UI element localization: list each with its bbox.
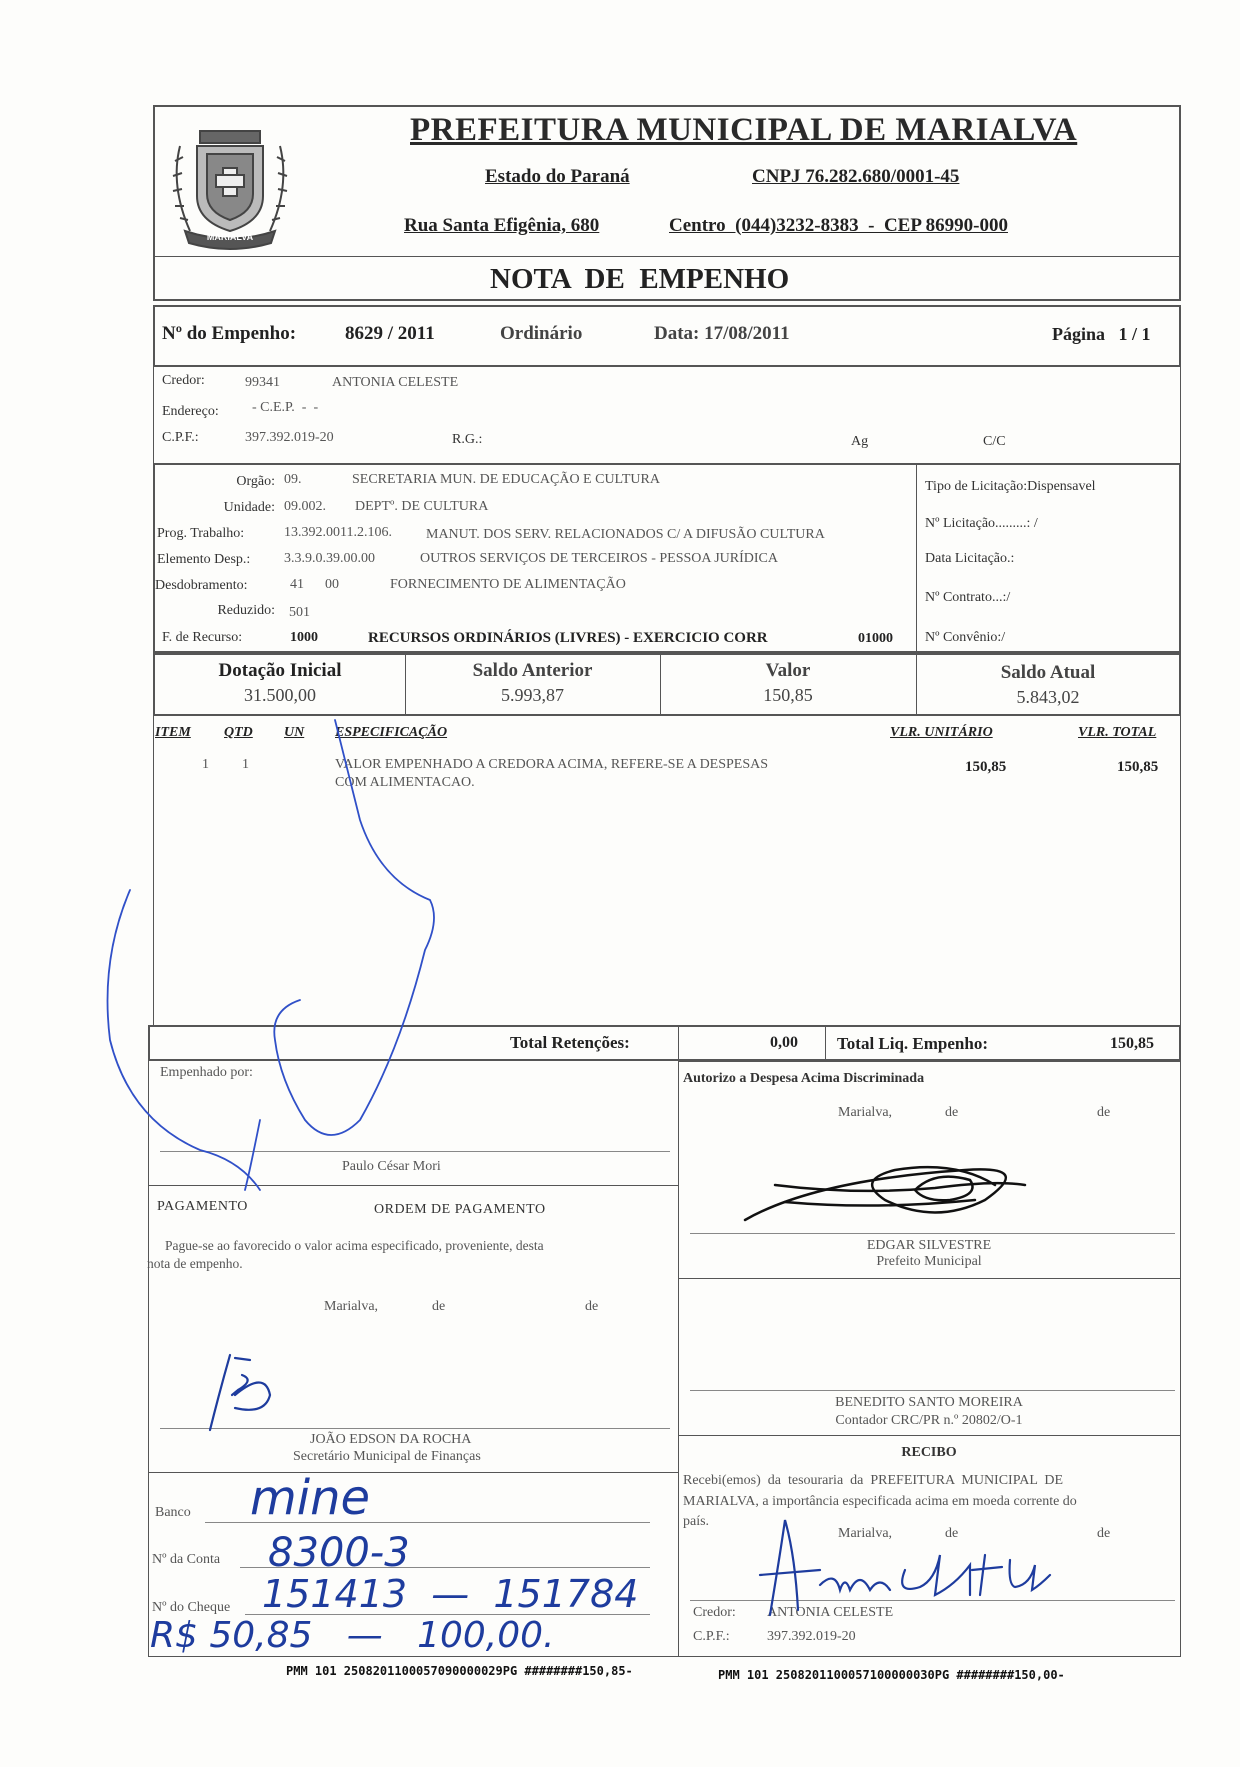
right-de-1a: de — [945, 1105, 959, 1120]
col-un: UN — [284, 725, 305, 740]
empenho-date: Data: 17/08/2011 — [654, 323, 790, 344]
recibo-text-line3: país. — [683, 1514, 710, 1529]
secretario-role: Secretário Municipal de Finanças — [293, 1449, 481, 1464]
recurso-code: 1000 — [290, 630, 318, 645]
dotacao-label: Dotação Inicial — [218, 660, 342, 681]
saldo-anterior-value: 5.993,87 — [501, 685, 564, 705]
reduzido-value: 501 — [289, 605, 310, 620]
saldo-atual-value: 5.843,02 — [1016, 687, 1080, 707]
left-place: Marialva, — [324, 1299, 379, 1314]
street-address: Rua Santa Efigênia, 680 — [404, 215, 600, 236]
row-spec-line1: VALOR EMPENHADO A CREDORA ACIMA, REFERE-SE A DESPESAS — [335, 757, 769, 772]
handwritten-values: R$ 50,85 — 100,00. — [150, 1615, 555, 1656]
liquido-label: Total Liq. Empenho: — [837, 1034, 988, 1053]
recibo-credor-name: ANTONIA CELESTE — [767, 1605, 894, 1620]
numero-licitacao: Nº Licitação.........: / — [925, 516, 1038, 531]
desdobramento-code: 41 00 — [290, 577, 339, 592]
page-number: Página 1 / 1 — [1052, 324, 1151, 344]
empenho-number: 8629 / 2011 — [345, 323, 435, 344]
data-licitacao: Data Licitação.: — [925, 551, 1015, 566]
prog-trabalho-code: 13.392.0011.2.106. — [284, 525, 392, 540]
recibo-label: RECIBO — [901, 1445, 957, 1460]
liquido-value: 150,85 — [1110, 1035, 1154, 1052]
empenhado-por-name: Paulo César Mori — [342, 1159, 441, 1174]
prefeito-name: EDGAR SILVESTRE — [866, 1238, 992, 1253]
unidade-code: 09.002. — [284, 499, 326, 514]
conta-label: Nº da Conta — [152, 1552, 221, 1567]
bank-stamp-right: PMM 101 2508201100057100000030PG ########150,00- — [718, 1668, 1065, 1682]
credor-name: ANTONIA CELESTE — [332, 375, 459, 390]
credor-label: Credor: — [162, 373, 205, 388]
prefeito-signature — [735, 1140, 1055, 1235]
saldo-atual-label: Saldo Atual — [1000, 662, 1096, 683]
reduzido-label: Reduzido: — [217, 603, 275, 618]
empenhado-por-label: Empenhado por: — [160, 1065, 253, 1080]
document-title: NOTA DE EMPENHO — [490, 263, 790, 295]
recibo-text-line2: MARIALVA, a importância especificada acima em moeda corrente do — [683, 1494, 1077, 1509]
endereco-label: Endereço: — [162, 404, 219, 419]
ag-label: Ag — [851, 434, 869, 449]
col-valor-total: VLR. TOTAL — [1078, 725, 1157, 740]
municipality-title: PREFEITURA MUNICIPAL DE MARIALVA — [410, 112, 1078, 148]
recurso-name: RECURSOS ORDINÁRIOS (LIVRES) - EXERCICIO CORR — [368, 630, 768, 646]
empenho-number-label: Nº do Empenho: — [162, 323, 297, 344]
prefeito-role: Prefeito Municipal — [876, 1254, 982, 1269]
bank-stamp-left: PMM 101 2508201100057090000029PG ########150,85- — [286, 1664, 633, 1678]
row-item: 1 — [202, 757, 209, 772]
recibo-credor-label: Credor: — [693, 1605, 736, 1620]
credor-code: 99341 — [245, 375, 280, 390]
tipo-licitacao: Tipo de Licitação:Dispensavel — [925, 479, 1096, 494]
numero-convenio: Nº Convênio:/ — [925, 630, 1006, 645]
row-qtd: 1 — [242, 757, 249, 772]
valor-label: Valor — [765, 660, 811, 681]
contador-name: BENEDITO SANTO MOREIRA — [835, 1395, 1023, 1410]
seal-text: MARIALVA — [206, 232, 254, 242]
ordem-text-line1: Pague-se ao favorecido o valor acima especificado, proveniente, desta — [165, 1238, 544, 1253]
desdobramento-name: FORNECIMENTO DE ALIMENTAÇÃO — [390, 577, 626, 592]
handwritten-banco: mine — [250, 1470, 371, 1526]
valor-value: 150,85 — [763, 685, 813, 705]
state-name: Estado do Paraná — [485, 166, 630, 187]
retencoes-label: Total Retenções: — [510, 1033, 630, 1052]
recibo-cpf-label: C.P.F.: — [693, 1629, 730, 1644]
ordem-label: ORDEM DE PAGAMENTO — [374, 1202, 546, 1217]
left-de-2: de — [585, 1299, 599, 1314]
cpf-value: 397.392.019-20 — [245, 430, 334, 445]
row-unit-value: 150,85 — [965, 759, 1007, 775]
unidade-label: Unidade: — [223, 500, 275, 515]
row-total-value: 150,85 — [1117, 759, 1159, 775]
handwritten-cheque: 151413 — 151784 — [262, 1572, 639, 1616]
endereco-value: - C.E.P. - - — [252, 400, 319, 415]
prog-trabalho-name: MANUT. DOS SERV. RELACIONADOS C/ A DIFUSÃO CULTURA — [426, 527, 825, 542]
ordem-text-line2: nota de empenho. — [147, 1256, 243, 1271]
handwritten-conta: 8300-3 — [268, 1530, 410, 1576]
recibo-text-line1: Recebi(emos) da tesouraria da PREFEITURA MUNICIPAL DE — [683, 1473, 1064, 1488]
col-valor-unitario: VLR. UNITÁRIO — [890, 725, 993, 740]
right-de-2a: de — [945, 1526, 959, 1541]
recibo-cpf-value: 397.392.019-20 — [767, 1629, 856, 1644]
orgao-code: 09. — [284, 472, 302, 487]
credor-signature — [740, 1515, 1070, 1625]
col-especificacao: ESPECIFICAÇÃO — [335, 725, 448, 740]
elemento-code: 3.3.9.0.39.00.00 — [284, 551, 375, 566]
row-spec-line2: COM ALIMENTACAO. — [335, 775, 475, 790]
unidade-name: DEPTº. DE CULTURA — [355, 499, 489, 514]
empenho-type: Ordinário — [500, 323, 583, 344]
col-qtd: QTD — [224, 725, 253, 740]
cheque-label: Nº do Cheque — [152, 1600, 231, 1615]
saldo-anterior-label: Saldo Anterior — [472, 660, 593, 681]
right-de-2b: de — [1097, 1526, 1111, 1541]
rg-label: R.G.: — [452, 432, 483, 447]
pagamento-label: PAGAMENTO — [157, 1199, 248, 1214]
right-place-2: Marialva, — [838, 1526, 893, 1541]
elemento-label: Elemento Desp.: — [157, 552, 251, 567]
secretario-name: JOÃO EDSON DA ROCHA — [310, 1432, 472, 1447]
cnpj: CNPJ 76.282.680/0001-45 — [752, 166, 960, 187]
banco-label: Banco — [155, 1505, 191, 1520]
desdobramento-label: Desdobramento: — [155, 578, 248, 593]
contact-line: Centro (044)3232-8383 - CEP 86990-000 — [669, 215, 1008, 236]
dotacao-value: 31.500,00 — [244, 685, 316, 705]
retencoes-value: 0,00 — [770, 1034, 798, 1051]
right-de-1b: de — [1097, 1105, 1111, 1120]
right-place-1: Marialva, — [838, 1105, 893, 1120]
col-item: ITEM — [155, 725, 191, 740]
recurso-label: F. de Recurso: — [162, 630, 243, 645]
cpf-label: C.P.F.: — [162, 430, 199, 445]
orgao-label: Orgão: — [236, 474, 275, 489]
secretario-signature — [180, 1350, 320, 1440]
orgao-name: SECRETARIA MUN. DE EDUCAÇÃO E CULTURA — [352, 472, 660, 487]
left-de-1: de — [432, 1299, 446, 1314]
prog-trabalho-label: Prog. Trabalho: — [157, 526, 245, 541]
recurso-code-2: 01000 — [858, 631, 893, 646]
contador-role: Contador CRC/PR n.º 20802/O-1 — [835, 1413, 1023, 1428]
elemento-name: OUTROS SERVIÇOS DE TERCEIROS - PESSOA JURÍDICA — [420, 551, 779, 566]
cc-label: C/C — [983, 434, 1006, 449]
autorizo-label: Autorizo a Despesa Acima Discriminada — [683, 1071, 925, 1086]
numero-contrato: Nº Contrato...:/ — [925, 590, 1011, 605]
